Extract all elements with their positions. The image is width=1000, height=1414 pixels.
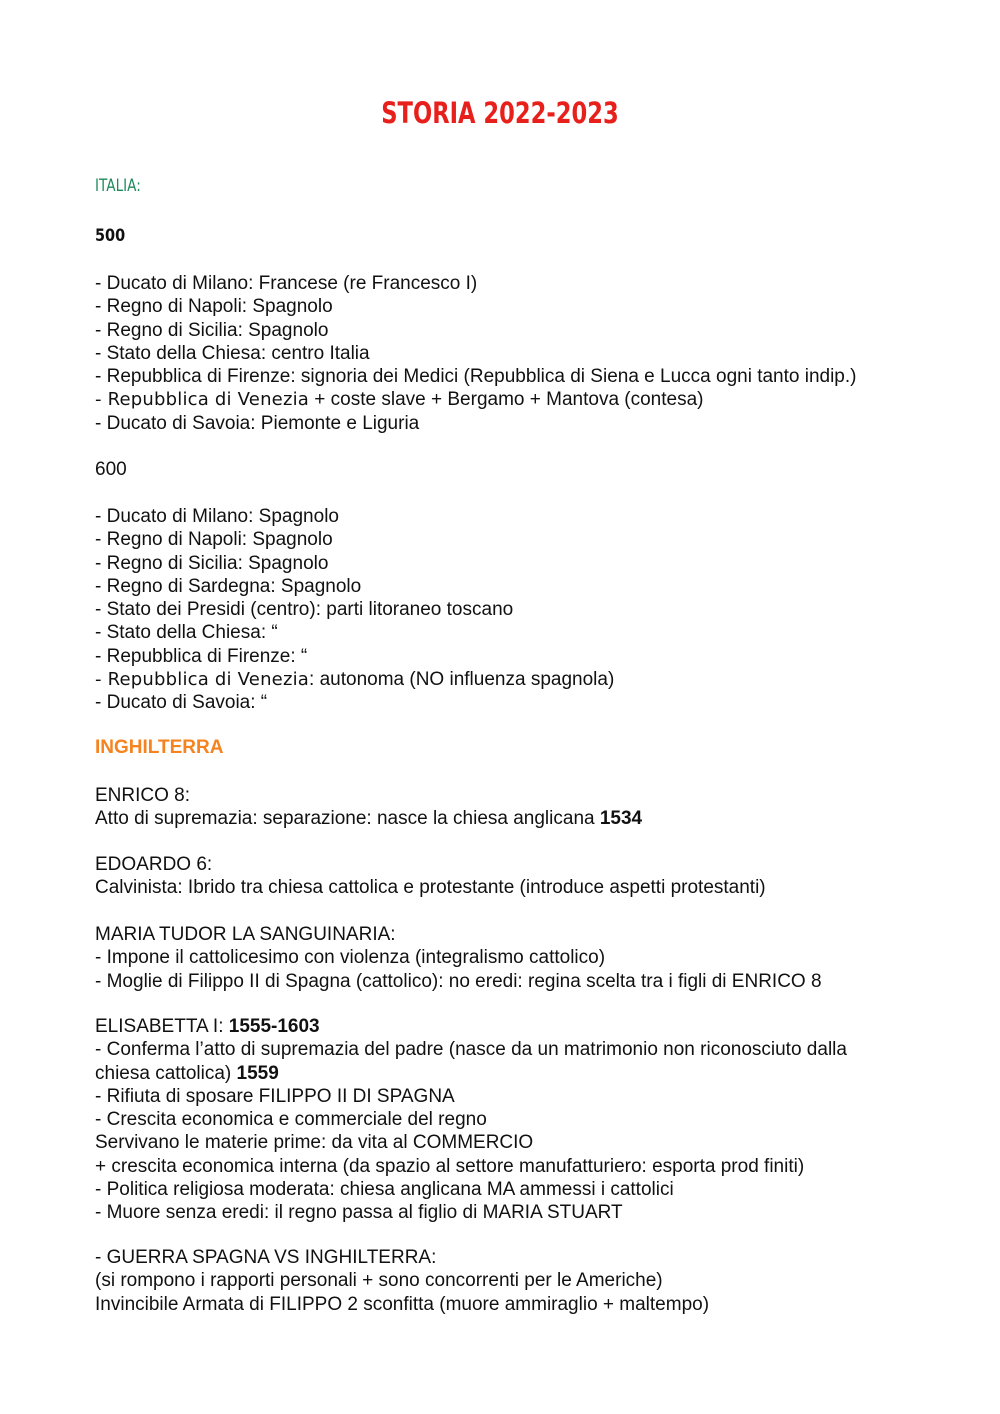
ruler-name: ENRICO 8:	[95, 785, 191, 806]
list-item: - Ducato di Savoia: “	[95, 692, 268, 714]
list-item: - Stato dei Presidi (centro): parti litoraneo toscano	[95, 599, 514, 621]
list-item: - Regno di Sicilia: Spagnolo	[95, 552, 329, 574]
enrico-block	[95, 784, 642, 831]
list-item: - Regno di Sardegna: Spagnolo	[95, 575, 362, 597]
ruler-name: EDOARDO 6:	[95, 854, 213, 875]
list-item: (si rompono i rapporti personali + sono concorrenti per le Americhe)	[95, 1270, 663, 1292]
year: 1555-1603	[228, 1016, 320, 1037]
edoardo-block	[95, 853, 766, 900]
list-item	[95, 668, 614, 691]
list-500	[95, 272, 856, 435]
page-title: STORIA 2022-2023	[381, 96, 619, 130]
list-item: - Regno di Sicilia: Spagnolo	[95, 319, 329, 341]
century-heading-600: 600	[95, 459, 127, 480]
list-600	[95, 505, 614, 715]
list-item: - Regno di Napoli: Spagnolo	[95, 529, 333, 551]
section-heading-inghilterra: INGHILTERRA	[95, 737, 224, 758]
list-item: - Repubblica di Firenze: signoria dei Medici (Repubblica di Siena e Lucca ogni tanto indip.)	[95, 366, 857, 388]
ruler-line: Calvinista: Ibrido tra chiesa cattolica e protestante (introduce aspetti protestanti)	[95, 877, 766, 899]
list-item: + crescita economica interna (da spazio al settore manufatturiero: esporta prod finiti)	[95, 1155, 805, 1177]
list-item: - Crescita economica e commerciale del regno	[95, 1109, 487, 1131]
list-item: - Repubblica di Firenze: “	[95, 645, 308, 667]
list-item	[95, 388, 856, 411]
century-heading-500: 500	[95, 226, 126, 246]
venezia-label: - Repubblica di Venezia	[95, 389, 310, 411]
ruler-line: Atto di supremazia: separazione: nasce la chiesa anglicana 1534	[95, 808, 643, 830]
list-item: - Stato della Chiesa: centro Italia	[95, 342, 370, 364]
list-item: - Muore senza eredi: il regno passa al figlio di MARIA STUART	[95, 1202, 623, 1224]
list-item: - Ducato di Milano: Francese (re Francesco I)	[95, 273, 478, 294]
list-item: - Politica religiosa moderata: chiesa anglicana MA ammessi i cattolici	[95, 1179, 674, 1201]
venezia-label: - Repubblica di Venezia	[95, 669, 310, 691]
ruler-name: MARIA TUDOR LA SANGUINARIA:	[95, 924, 396, 945]
section-heading-italia: ITALIA:	[95, 176, 141, 196]
list-item: - GUERRA SPAGNA VS INGHILTERRA:	[95, 1247, 437, 1268]
list-item: Servivano le materie prime: da vita al COMMERCIO	[95, 1132, 534, 1154]
list-item: - Rifiuta di sposare FILIPPO II DI SPAGNA	[95, 1085, 455, 1107]
list-item: - Ducato di Milano: Spagnolo	[95, 506, 339, 527]
list-item: - Impone il cattolicesimo con violenza (integralismo cattolico)	[95, 947, 606, 969]
list-item: Invincibile Armata di FILIPPO 2 sconfitta (muore ammiraglio + maltempo)	[95, 1293, 710, 1315]
list-item: - Conferma l’atto di supremazia del padre (nasce da un matrimonio non riconosciuto dalla	[95, 1039, 847, 1061]
venezia-detail: : autonoma (NO influenza spagnola)	[309, 669, 615, 691]
list-item: - Regno di Napoli: Spagnolo	[95, 296, 333, 318]
guerra-block	[95, 1246, 709, 1316]
venezia-detail: + coste slave + Bergamo + Mantova (contesa)	[309, 389, 704, 411]
maria-block	[95, 923, 822, 993]
list-item: - Moglie di Filippo II di Spagna (cattolico): no eredi: regina scelta tra i figli di ENRICO 8	[95, 970, 822, 992]
list-item: chiesa cattolica) 1559	[95, 1062, 279, 1084]
year: 1559	[236, 1062, 279, 1084]
list-item: - Ducato di Savoia: Piemonte e Liguria	[95, 412, 420, 434]
list-item: - Stato della Chiesa: “	[95, 622, 278, 644]
ruler-name: ELISABETTA I: 1555-1603	[95, 1016, 320, 1037]
year: 1534	[599, 808, 643, 830]
elisabetta-block	[95, 1015, 847, 1225]
